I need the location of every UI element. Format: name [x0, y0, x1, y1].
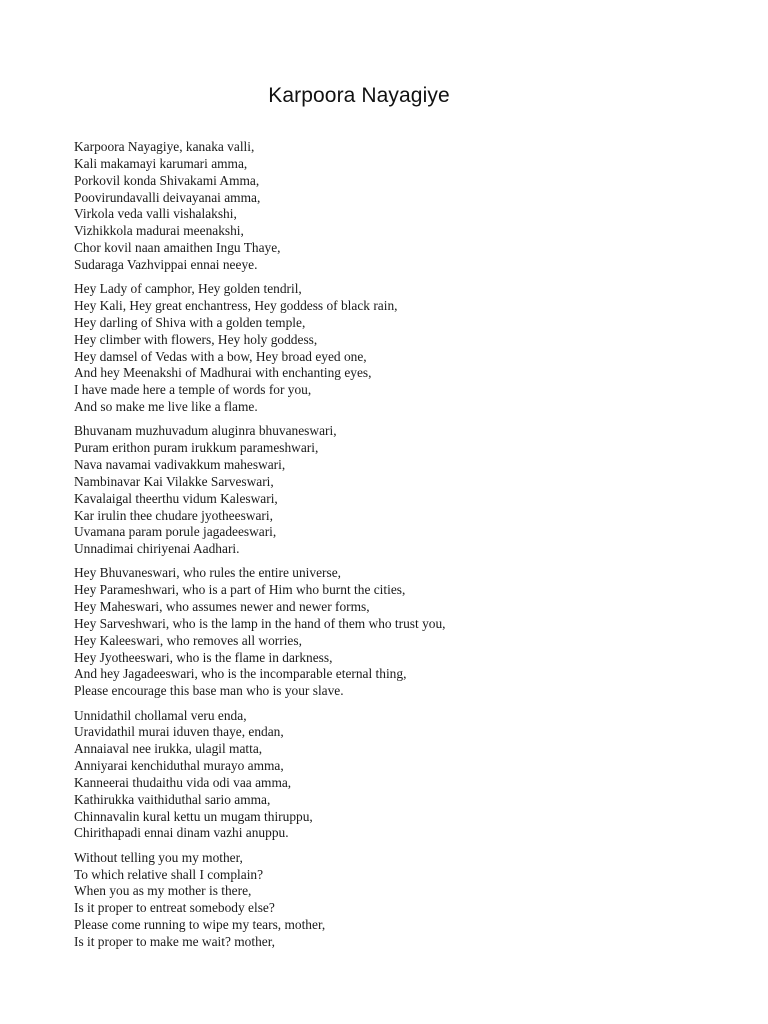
poem-line: Anniyarai kenchiduthal murayo amma,	[74, 758, 284, 774]
poem-line: Vizhikkola madurai meenakshi,	[74, 223, 244, 239]
stanza	[74, 281, 734, 416]
poem-line: Hey Kaleeswari, who removes all worries,	[74, 632, 302, 648]
poem-body	[74, 139, 734, 958]
stanza	[74, 850, 734, 951]
poem-line: Puram erithon puram irukkum parameshwari,	[74, 440, 319, 456]
poem-line: Unnidathil chollamal veru enda,	[74, 707, 247, 723]
stanza	[74, 565, 734, 700]
poem-line: Please encourage this base man who is your slave.	[74, 683, 344, 699]
poem-line: Virkola veda valli vishalakshi,	[74, 206, 237, 222]
poem-line: Porkovil konda Shivakami Amma,	[74, 172, 260, 188]
poem-line: Without telling you my mother,	[74, 849, 243, 865]
poem-line: Chirithapadi ennai dinam vazhi anuppu.	[74, 825, 289, 841]
poem-line: When you as my mother is there,	[74, 883, 252, 899]
stanza	[74, 423, 734, 558]
poem-line: Please come running to wipe my tears, mother,	[74, 917, 326, 933]
poem-line: Nambinavar Kai Vilakke Sarveswari,	[74, 473, 274, 489]
poem-line: Hey Maheswari, who assumes newer and newer forms,	[74, 599, 370, 615]
poem-line: Karpoora Nayagiye, kanaka valli,	[74, 139, 255, 154]
poem-line: Chinnavalin kural kettu un mugam thiruppu,	[74, 808, 313, 824]
poem-line: Kar irulin thee chudare jyotheeswari,	[74, 507, 273, 523]
poem-line: Hey Bhuvaneswari, who rules the entire universe,	[74, 565, 341, 581]
poem-line: Annaiaval nee irukka, ulagil matta,	[74, 741, 263, 757]
stanza	[74, 708, 734, 843]
poem-line: Poovirundavalli deivayanai amma,	[74, 189, 261, 205]
poem-line: Kathirukka vaithiduthal sario amma,	[74, 791, 271, 807]
poem-line: And so make me live like a flame.	[74, 399, 258, 415]
document-title: Karpoora Nayagiye	[268, 84, 450, 107]
stanza	[74, 139, 734, 274]
poem-line: And hey Meenakshi of Madhurai with enchanting eyes,	[74, 365, 372, 381]
poem-line: Chor kovil naan amaithen Ingu Thaye,	[74, 240, 281, 256]
poem-line: Hey damsel of Vedas with a bow, Hey broad eyed one,	[74, 348, 367, 364]
poem-line: Hey Lady of camphor, Hey golden tendril,	[74, 281, 302, 297]
poem-line: Unnadimai chiriyenai Aadhari.	[74, 541, 240, 557]
poem-line: Kali makamayi karumari amma,	[74, 155, 248, 171]
poem-line: Kanneerai thudaithu vida odi vaa amma,	[74, 774, 292, 790]
poem-line: And hey Jagadeeswari, who is the incomparable eternal thing,	[74, 666, 407, 682]
poem-line: Hey Parameshwari, who is a part of Him who burnt the cities,	[74, 582, 406, 598]
poem-line: Bhuvanam muzhuvadum aluginra bhuvaneswari,	[74, 423, 337, 439]
poem-line: Nava navamai vadivakkum maheswari,	[74, 456, 286, 472]
poem-line: To which relative shall I complain?	[74, 866, 264, 882]
poem-line: Hey darling of Shiva with a golden temple,	[74, 314, 306, 330]
poem-line: Kavalaigal theerthu vidum Kaleswari,	[74, 490, 278, 506]
poem-line: Hey Kali, Hey great enchantress, Hey goddess of black rain,	[74, 297, 398, 313]
poem-line: Hey climber with flowers, Hey holy goddess,	[74, 331, 318, 347]
poem-line: Sudaraga Vazhvippai ennai neeye.	[74, 256, 258, 272]
poem-line: Hey Jyotheeswari, who is the flame in darkness,	[74, 649, 333, 665]
poem-line: Hey Sarveshwari, who is the lamp in the hand of them who trust you,	[74, 615, 446, 631]
poem-line: Is it proper to entreat somebody else?	[74, 900, 275, 916]
poem-line: I have made here a temple of words for you,	[74, 382, 312, 398]
poem-line: Uravidathil murai iduven thaye, endan,	[74, 724, 284, 740]
poem-line: Uvamana param porule jagadeeswari,	[74, 524, 277, 540]
poem-line: Is it proper to make me wait? mother,	[74, 933, 276, 949]
